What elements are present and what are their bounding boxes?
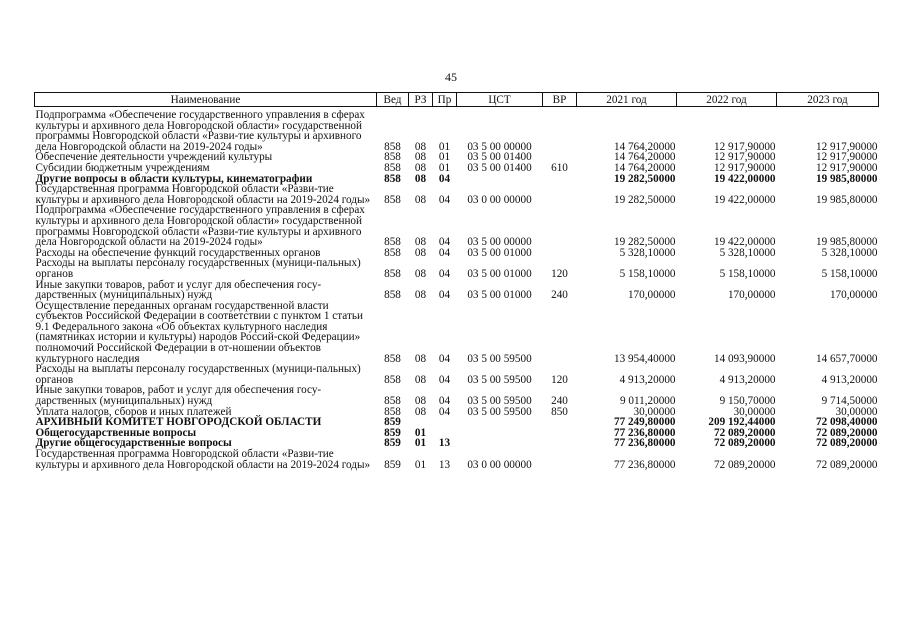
cell-2022: 19 422,00000 xyxy=(713,236,776,249)
cell-cst: 03 5 00 01400 xyxy=(467,151,532,164)
cell-rz: 08 xyxy=(414,373,427,386)
cell-name: Другие вопросы в области культуры, кинематографии xyxy=(35,172,313,185)
cell-vr: 120 xyxy=(551,373,568,386)
cell-name: Субсидии бюджетным учреждениям xyxy=(35,161,210,174)
cell-2021: 19 282,50000 xyxy=(613,236,676,249)
cell-2023: 72 089,20000 xyxy=(815,437,878,450)
cell-2023: 19 985,80000 xyxy=(815,193,878,206)
cell-vr: 240 xyxy=(551,289,568,302)
cell-2023: 19 985,80000 xyxy=(815,172,878,185)
cell-2021: 14 764,20000 xyxy=(613,151,676,164)
table-row xyxy=(35,385,879,406)
cell-2022: 14 093,90000 xyxy=(713,352,776,365)
cell-rz: 08 xyxy=(414,236,427,249)
cell-2022: 4 913,20000 xyxy=(719,373,776,386)
cell-ved: 858 xyxy=(384,352,401,365)
cell-2021: 14 764,20000 xyxy=(613,140,676,153)
cell-2023: 19 985,80000 xyxy=(815,236,878,249)
cell-2022: 30,00000 xyxy=(733,405,776,418)
cell-rz: 01 xyxy=(414,437,427,450)
cell-cst: 03 0 00 00000 xyxy=(467,458,532,471)
cell-cst: 03 5 00 01000 xyxy=(467,246,532,259)
cell-rz: 08 xyxy=(414,151,427,164)
table-row xyxy=(35,205,879,247)
cell-2021: 5 158,10000 xyxy=(619,267,676,280)
cell-cst xyxy=(457,438,543,449)
cell-pr: 01 xyxy=(438,140,451,153)
cell-pr: 04 xyxy=(438,193,451,206)
cell-vr xyxy=(543,428,577,439)
cell-2022: 72 089,20000 xyxy=(713,437,776,450)
cell-name: Расходы на выплаты персоналу государственных (муници-пальных) органов xyxy=(35,363,361,386)
cell-pr: 13 xyxy=(438,458,451,471)
cell-pr: 01 xyxy=(438,151,451,164)
cell-cst xyxy=(457,428,543,439)
table-header-row xyxy=(35,93,879,107)
cell-2022: 19 422,00000 xyxy=(713,193,776,206)
cell-2021: 9 011,20000 xyxy=(619,395,676,408)
cell-rz: 08 xyxy=(414,405,427,418)
header-2023: 2023 год xyxy=(777,93,879,107)
header-cst: ЦСТ xyxy=(457,93,543,107)
budget-table xyxy=(34,92,879,470)
cell-vr xyxy=(543,438,577,449)
cell-2022: 170,00000 xyxy=(727,289,776,302)
cell-cst: 03 5 00 59500 xyxy=(467,373,532,386)
table-row xyxy=(35,449,879,470)
cell-name: Подпрограмма «Обеспечение государственного управления в сферах культуры и архивного дела Новгородской области» государственной программы Новгородской области «Разви-тие культуры и архивного дела Новгородской области на 2019-2024 годы» xyxy=(35,204,365,249)
cell-ved: 858 xyxy=(384,373,401,386)
cell-pr: 04 xyxy=(438,236,451,249)
header-2022: 2022 год xyxy=(677,93,777,107)
cell-ved: 859 xyxy=(384,416,401,429)
cell-cst: 03 5 00 01400 xyxy=(467,161,532,174)
cell-ved: 858 xyxy=(384,246,401,259)
header-rz: РЗ xyxy=(409,93,433,107)
cell-cst: 03 5 00 00000 xyxy=(467,236,532,249)
cell-name: Обеспечение деятельности учреждений культуры xyxy=(35,151,273,164)
cell-2022: 12 917,90000 xyxy=(713,161,776,174)
cell-2022: 209 192,44000 xyxy=(708,416,776,429)
cell-ved: 858 xyxy=(384,395,401,408)
cell-name: АРХИВНЫЙ КОМИТЕТ НОВГОРОДСКОЙ ОБЛАСТИ xyxy=(35,416,322,429)
cell-ved: 858 xyxy=(384,151,401,164)
cell-ved: 858 xyxy=(384,172,401,185)
cell-ved: 859 xyxy=(384,437,401,450)
cell-cst xyxy=(457,417,543,428)
cell-rz: 08 xyxy=(414,161,427,174)
table-row xyxy=(35,364,879,385)
cell-2021: 77 236,80000 xyxy=(613,458,676,471)
cell-cst xyxy=(457,174,543,185)
cell-pr: 04 xyxy=(438,172,451,185)
cell-vr xyxy=(543,248,577,259)
cell-name: Расходы на выплаты персоналу государственных (муници-пальных) органов xyxy=(35,257,361,280)
table-row xyxy=(35,280,879,301)
cell-vr xyxy=(543,417,577,428)
cell-2023: 12 917,90000 xyxy=(815,140,878,153)
cell-rz: 08 xyxy=(414,267,427,280)
cell-2023: 5 328,10000 xyxy=(821,246,878,259)
table-row xyxy=(35,107,879,153)
cell-vr xyxy=(543,301,577,365)
cell-ved: 858 xyxy=(384,193,401,206)
cell-2023: 4 913,20000 xyxy=(821,373,878,386)
cell-vr xyxy=(543,205,577,247)
cell-rz: 08 xyxy=(414,289,427,302)
cell-vr: 610 xyxy=(551,161,568,174)
cell-pr: 04 xyxy=(438,267,451,280)
cell-2021: 170,00000 xyxy=(627,289,676,302)
cell-2023: 14 657,70000 xyxy=(815,352,878,365)
cell-cst: 03 5 00 00000 xyxy=(467,140,532,153)
cell-2021: 14 764,20000 xyxy=(613,161,676,174)
cell-2022: 72 089,20000 xyxy=(713,426,776,439)
cell-pr: 04 xyxy=(438,373,451,386)
cell-name: Другие общегосударственные вопросы xyxy=(35,437,232,450)
table-row xyxy=(35,301,879,365)
page-number: 45 xyxy=(445,70,457,84)
cell-2021: 19 282,50000 xyxy=(613,193,676,206)
cell-cst: 03 5 00 59500 xyxy=(467,395,532,408)
cell-2021: 13 954,40000 xyxy=(613,352,676,365)
cell-vr xyxy=(543,174,577,185)
table-body xyxy=(35,107,879,471)
cell-name: Осуществление переданных органам государственной власти субъектов Российской Федерации в соответствии с пунктом 1 статьи 9.1 Федерального закона «Об объектах культурного наследия (памятниках истории и культуры) народов Россий-ской Федерации» полномочий Российской Федерации в от-ношении объектов культурного наследия xyxy=(35,299,363,365)
cell-ved: 859 xyxy=(384,458,401,471)
cell-ved: 858 xyxy=(384,236,401,249)
cell-2023: 72 098,40000 xyxy=(815,416,878,429)
cell-pr: 01 xyxy=(438,161,451,174)
cell-rz: 08 xyxy=(414,352,427,365)
cell-2022: 12 917,90000 xyxy=(713,140,776,153)
header-pr: Пр xyxy=(433,93,457,107)
cell-rz: 08 xyxy=(414,172,427,185)
cell-name: Иные закупки товаров, работ и услуг для обеспечения госу-дарственных (муниципальных) нужд xyxy=(35,278,322,302)
cell-vr: 240 xyxy=(551,395,568,408)
table-row xyxy=(35,184,879,205)
cell-rz: 08 xyxy=(414,193,427,206)
cell-ved: 858 xyxy=(384,405,401,418)
cell-2022: 72 089,20000 xyxy=(713,458,776,471)
cell-2022: 5 328,10000 xyxy=(719,246,776,259)
cell-rz: 08 xyxy=(414,246,427,259)
cell-2022: 9 150,70000 xyxy=(719,395,776,408)
cell-name: Общегосударственные вопросы xyxy=(35,426,197,439)
cell-ved: 858 xyxy=(384,140,401,153)
cell-vr: 120 xyxy=(551,267,568,280)
cell-2021: 30,00000 xyxy=(633,405,676,418)
cell-2023: 30,00000 xyxy=(835,405,878,418)
header-name: Наименование xyxy=(35,93,377,107)
cell-pr: 04 xyxy=(438,246,451,259)
cell-rz: 01 xyxy=(414,458,427,471)
cell-name: Подпрограмма «Обеспечение государственного управления в сферах культуры и архивного дела Новгородской области» государственной программы Новгородской области «Разви-тие культуры и архивного дела Новгородской области на 2019-2024 годы» xyxy=(35,109,365,153)
cell-2021: 19 282,50000 xyxy=(613,172,676,185)
cell-name: Государственная программа Новгородской области «Разви-тие культуры и архивного дела Новгородской области на 2019-2024 годы» xyxy=(35,183,371,206)
cell-vr xyxy=(543,449,577,470)
cell-pr: 04 xyxy=(438,289,451,302)
cell-2021: 5 328,10000 xyxy=(619,246,676,259)
cell-ved: 858 xyxy=(384,267,401,280)
cell-2022: 12 917,90000 xyxy=(713,151,776,164)
table-row xyxy=(35,163,879,174)
cell-2023: 170,00000 xyxy=(829,289,878,302)
cell-name: Государственная программа Новгородской области «Разви-тие культуры и архивного дела Новгородской области на 2019-2024 годы» xyxy=(35,448,371,471)
cell-vr: 850 xyxy=(551,405,568,418)
cell-2023: 12 917,90000 xyxy=(815,151,878,164)
cell-name: Расходы на обеспечение функций государственных органов xyxy=(35,246,321,259)
cell-2023: 9 714,50000 xyxy=(821,395,878,408)
cell-2023: 5 158,10000 xyxy=(821,267,878,280)
header-vr: ВР xyxy=(543,93,577,107)
cell-2023: 72 089,20000 xyxy=(815,458,878,471)
cell-vr xyxy=(543,107,577,153)
cell-2022: 5 158,10000 xyxy=(719,267,776,280)
cell-ved: 858 xyxy=(384,289,401,302)
table-row xyxy=(35,258,879,279)
cell-2023: 12 917,90000 xyxy=(815,161,878,174)
cell-vr xyxy=(543,184,577,205)
cell-pr: 13 xyxy=(438,437,451,450)
cell-2023: 72 089,20000 xyxy=(815,426,878,439)
cell-rz: 01 xyxy=(414,426,427,439)
cell-rz: 08 xyxy=(414,140,427,153)
cell-2022: 19 422,00000 xyxy=(713,172,776,185)
cell-pr: 04 xyxy=(438,405,451,418)
cell-cst: 03 5 00 59500 xyxy=(467,352,532,365)
cell-name: Уплата налогов, сборов и иных платежей xyxy=(35,405,232,418)
cell-rz: 08 xyxy=(414,395,427,408)
cell-pr xyxy=(433,417,457,428)
cell-cst: 03 5 00 01000 xyxy=(467,289,532,302)
header-2021: 2021 год xyxy=(577,93,677,107)
cell-ved: 858 xyxy=(384,161,401,174)
cell-cst: 03 5 00 59500 xyxy=(467,405,532,418)
cell-2021: 77 236,80000 xyxy=(613,437,676,450)
cell-pr: 04 xyxy=(438,395,451,408)
cell-2021: 77 249,80000 xyxy=(613,416,676,429)
cell-cst: 03 5 00 01000 xyxy=(467,267,532,280)
cell-cst: 03 0 00 00000 xyxy=(467,193,532,206)
cell-ved: 859 xyxy=(384,426,401,439)
cell-name: Иные закупки товаров, работ и услуг для обеспечения госу-дарственных (муниципальных) нужд xyxy=(35,384,322,408)
header-ved: Вед xyxy=(377,93,409,107)
cell-2021: 4 913,20000 xyxy=(619,373,676,386)
cell-pr: 04 xyxy=(438,352,451,365)
cell-2021: 77 236,80000 xyxy=(613,426,676,439)
